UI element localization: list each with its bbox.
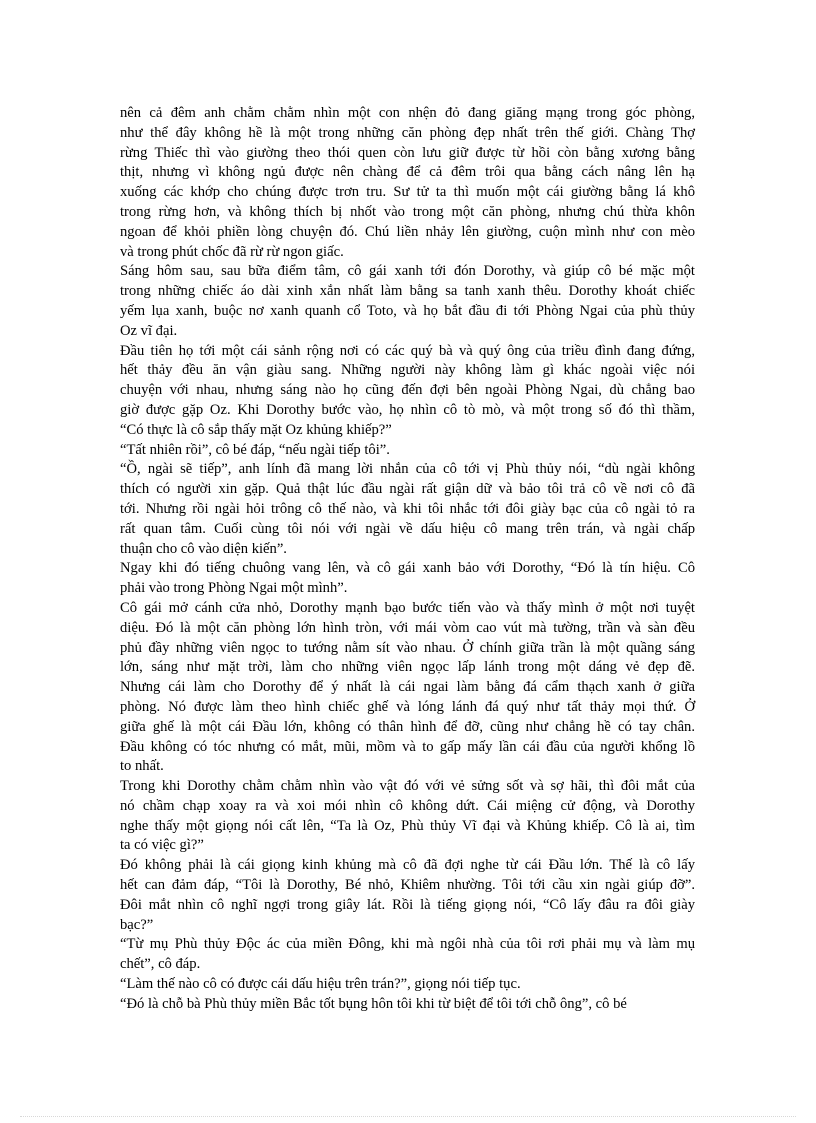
text-line: Nhưng cái làm cho Dorothy để ý nhất là cái ngai làm bằng đá cẩm thạch xanh ở giữa [120, 679, 695, 696]
text-line: yếm lụa xanh, buộc nơ xanh quanh cổ Toto, và họ bắt đầu đi tới Phòng Ngai của phù thủy [120, 302, 695, 319]
text-line: ngoan để khỏi phiền lòng chuyện đó. Chú liền nhảy lên giường, cuộn mình như con mèo [120, 223, 695, 240]
text-line: rừng Thiếc thì vào giường theo thói quen còn lưu giữ được từ hồi còn bằng xương bằng [120, 144, 695, 161]
text-line: Sáng hôm sau, sau bữa điểm tâm, cô gái xanh tới đón Dorothy, và giúp cô bé mặc một [120, 263, 695, 280]
paragraph [120, 342, 695, 441]
text-line: Đôi mắt nhìn cô nghĩ ngợi trong giây lát. Rồi là tiếng giọng nói, “Cô lấy đâu ra đôi giày [120, 896, 695, 913]
text-line: chuyện với nhau, nhưng sáng nào họ cũng đến đợi bên ngoài Phòng Ngai, dù chẳng bao [120, 382, 695, 399]
text-line: nó chầm chạp xoay ra và xoi mói nhìn cô không dứt. Cái miệng cử động, và Dorothy [120, 797, 695, 814]
page-bottom-divider [20, 1116, 796, 1117]
text-line: “Làm thế nào cô có được cái dấu hiệu trên trán?”, giọng nói tiếp tục. [120, 976, 521, 993]
text-line: Ngay khi đó tiếng chuông vang lên, và cô gái xanh bảo với Dorothy, “Đó là tín hiệu. Cô [120, 560, 695, 577]
text-line: Cô gái mở cánh cửa nhỏ, Dorothy mạnh bạo bước tiến vào và thấy mình ở một nơi tuyệt [120, 599, 695, 616]
text-line: “Có thực là cô sắp thấy mặt Oz khủng khiếp?” [120, 421, 392, 438]
text-line: Đó không phải là cái giọng kinh khủng mà cô đã đợi nghe từ cái Đầu lớn. Thế là cô lấy [120, 857, 695, 874]
text-line: như thể đây không hề là một trong những căn phòng đẹp nhất trên thế giới. Chàng Thợ [120, 124, 695, 141]
text-line: tới. Nhưng rồi ngài hỏi trông cô thế nào, và khi tôi nhắc tới đôi giày bạc của cô ngài tỏ ra [120, 500, 695, 517]
text-line: nên cả đêm anh chằm chằm nhìn một con nhện đỏ đang giăng mạng trong góc phòng, [120, 105, 695, 121]
text-line: phải vào trong Phòng Ngai một mình”. [120, 580, 348, 597]
text-line: thích có người xin gặp. Quả thật lúc đầu ngài rất giận dữ và bảo tôi trả cô về nơi cô đã [120, 481, 695, 498]
text-line: hết thảy đều ăn vận giàu sang. Những người này không làm gì khác ngoài việc nói [120, 362, 695, 379]
text-line: “Tất nhiên rồi”, cô bé đáp, “nếu ngài tiếp tôi”. [120, 441, 390, 458]
text-line: Oz vĩ đại. [120, 322, 178, 339]
text-line: giờ được gặp Oz. Khi Dorothy bước vào, họ nhìn cô tò mò, và một trong số đó thì thầm, [120, 401, 695, 418]
text-line: trong rừng hơn, và không thích bị nhốt vào trong một căn phòng, nhưng chú thừa khôn [120, 203, 695, 220]
text-line: “Từ mụ Phù thủy Độc ác của miền Đông, khi mà ngôi nhà của tôi rơi phải mụ và làm mụ [120, 936, 695, 953]
text-line: phòng. Nó được làm theo hình chiếc ghế và lóng lánh đá quý như tất thảy mọi thứ. Ở [120, 698, 695, 715]
paragraph [120, 599, 695, 777]
paragraph [120, 856, 695, 935]
text-line: giữa ghế là một cái Đầu lớn, không có thân hình để đỡ, cũng như chẳng hề có tay chân. [120, 718, 695, 735]
text-line: “Đó là chỗ bà Phù thủy miền Bắc tốt bụng hôn tôi khi từ biệt để tôi tới chỗ ông”, cô bé [120, 995, 627, 1012]
paragraph [120, 559, 695, 599]
text-line: Đầu tiên họ tới một cái sảnh rộng nơi có các quý bà và quý ông của triều đình đang đứng, [120, 342, 695, 359]
paragraph [120, 262, 695, 341]
text-line: to nhất. [120, 758, 164, 775]
text-line: xuống các khớp cho chúng được trơn tru. Sư tử ta thì muốn một cái giường bằng lá khô [120, 184, 695, 201]
text-line: lớn, sáng như mặt trời, làm cho những viên ngọc lấp lánh trong một dáng vẻ đẹp đẽ. [120, 659, 695, 676]
paragraph [120, 975, 695, 995]
body-text [120, 104, 695, 1015]
text-line: Đầu không có tóc nhưng có mắt, mũi, mồm và to gấp mấy lần cái đầu của người khổng lồ [120, 738, 695, 755]
text-line: rất quan tâm. Cuối cùng tôi nói với ngài về dấu hiệu cô mang trên trán, và ngài chấp [120, 520, 695, 537]
paragraph [120, 441, 695, 461]
text-line: bạc?” [120, 916, 154, 933]
paragraph [120, 777, 695, 856]
text-line: thuận cho cô vào diện kiến”. [120, 540, 287, 557]
paragraph [120, 104, 695, 262]
paragraph [120, 995, 695, 1015]
text-line: thịt, nhưng vì không ngủ được nên chàng để cả đêm trôi qua bằng cách nâng lên hạ [120, 164, 695, 181]
text-line: và trong phút chốc đã rừ rừ ngon giấc. [120, 243, 344, 260]
text-line: Trong khi Dorothy chằm chằm nhìn vào vật đó với vẻ sửng sốt và sợ hãi, thì đôi mắt của [120, 778, 695, 795]
text-line: ta có việc gì?” [120, 837, 204, 854]
text-line: nghe thấy một giọng nói cất lên, “Ta là Oz, Phù thủy Vĩ đại và Khủng khiếp. Cô là ai, tìm [120, 817, 695, 834]
paragraph [120, 935, 695, 975]
text-line: chết”, cô đáp. [120, 956, 201, 973]
text-line: phủ đầy những viên ngọc to tướng nằm sít vào nhau. Ở chính giữa trần là một quầng sáng [120, 639, 695, 656]
text-line: trong những chiếc áo dài xinh xắn nhất làm bằng sa tanh xanh thêu. Dorothy khoát chiếc [120, 283, 695, 300]
text-line: “Ồ, ngài sẽ tiếp”, anh lính đã mang lời nhắn của cô tới vị Phù thủy nói, “dù ngài không [120, 461, 695, 478]
text-line: diệu. Đó là một căn phòng lớn hình tròn, với mái vòm cao vút mà tường, trần và sàn đều [120, 619, 695, 636]
paragraph [120, 460, 695, 559]
text-line: hết can đảm đáp, “Tôi là Dorothy, Bé nhỏ, Khiêm nhường. Tôi tới cầu xin ngài giúp đỡ”. [120, 877, 695, 894]
